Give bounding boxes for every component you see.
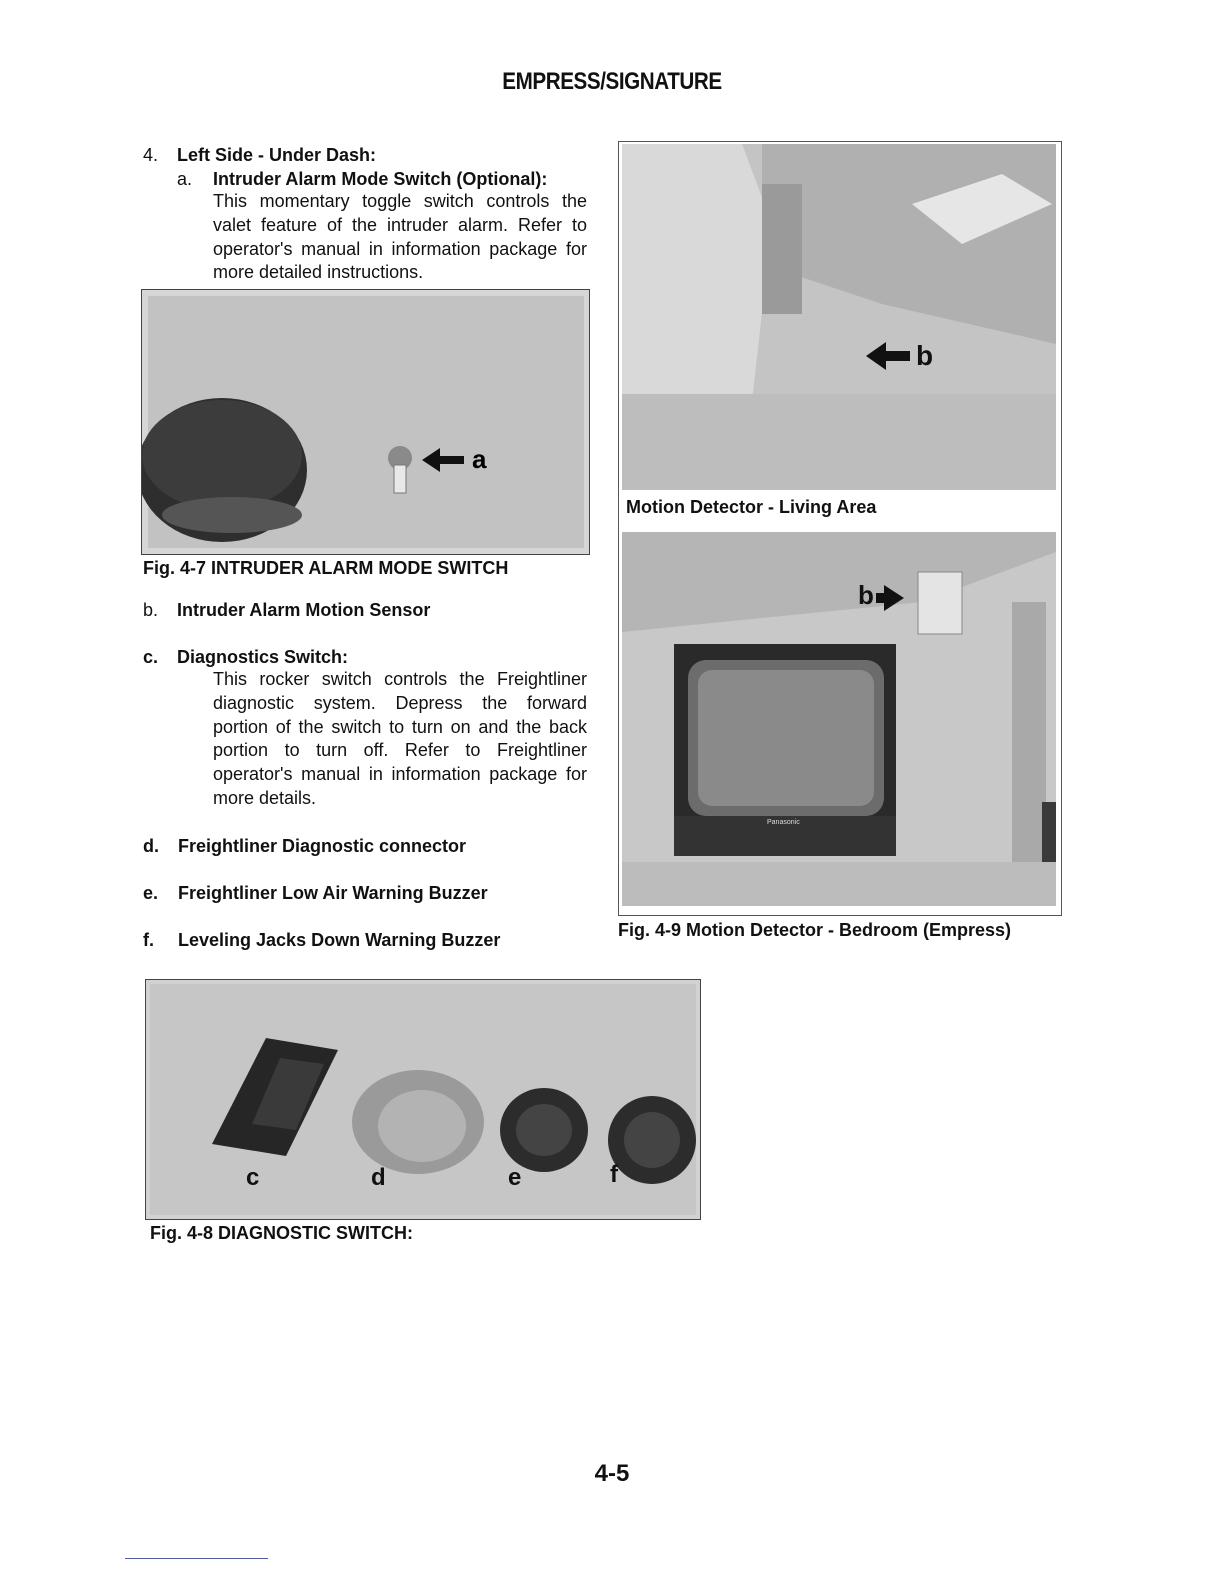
motion-sensor-icon bbox=[918, 572, 962, 634]
figure-4-8-caption: Fig. 4-8 DIAGNOSTIC SWITCH: bbox=[150, 1223, 413, 1243]
television-icon bbox=[674, 644, 896, 856]
section-number: 4. bbox=[143, 145, 159, 165]
item-f-title: Leveling Jacks Down Warning Buzzer bbox=[178, 930, 501, 950]
figure-4-8-photo bbox=[145, 979, 701, 1220]
buzzer-icon bbox=[608, 1096, 696, 1184]
callout-f: f bbox=[610, 1161, 618, 1188]
figure-4-7-caption: Fig. 4-7 INTRUDER ALARM MODE SWITCH bbox=[143, 558, 509, 578]
item-a-title: Intruder Alarm Mode Switch (Optional): bbox=[213, 169, 548, 189]
item-e-title: Freightliner Low Air Warning Buzzer bbox=[178, 883, 488, 903]
item-a-description: This momentary toggle switch controls the valet feature of the intruder alarm. Refer to operator's manual in information package for more detailed instructions. bbox=[213, 191, 587, 283]
page-number: 4-5 bbox=[594, 1460, 630, 1487]
item-c-title: Diagnostics Switch: bbox=[177, 647, 349, 667]
callout-b-living: b bbox=[916, 340, 934, 371]
figure-4-7-photo bbox=[141, 289, 590, 555]
item-a-number: a. bbox=[177, 169, 193, 189]
footer-rule bbox=[125, 1558, 268, 1559]
buzzer-icon bbox=[500, 1088, 588, 1172]
item-e-number: e. bbox=[143, 883, 159, 903]
item-c-number: c. bbox=[143, 647, 159, 667]
item-f-number: f. bbox=[143, 930, 154, 950]
figure-4-9-caption: Fig. 4-9 Motion Detector - Bedroom (Empress) bbox=[618, 920, 1012, 940]
living-area-photo bbox=[622, 144, 1056, 490]
item-b-title: Intruder Alarm Motion Sensor bbox=[177, 600, 431, 620]
callout-b-bedroom: b bbox=[858, 580, 874, 610]
callout-d: d bbox=[371, 1164, 386, 1191]
diagnostic-connector-icon bbox=[352, 1070, 484, 1174]
callout-a: a bbox=[472, 444, 487, 474]
item-d-number: d. bbox=[143, 836, 159, 856]
item-d-title: Freightliner Diagnostic connector bbox=[178, 836, 467, 856]
section-title: Left Side - Under Dash: bbox=[177, 145, 377, 165]
tv-brand: Panasonic bbox=[767, 819, 800, 826]
item-c-description: This rocker switch controls the Freightliner diagnostic system. Depress the forward portion of the switch to turn on and the back portion to turn off. Refer to Freightliner operator's manual in information package for more details. bbox=[213, 669, 587, 808]
figure-4-9-photo bbox=[622, 532, 1056, 906]
page-header: EMPRESS/SIGNATURE bbox=[502, 68, 722, 95]
callout-e: e bbox=[508, 1164, 522, 1191]
item-b-number: b. bbox=[143, 600, 159, 620]
living-area-caption: Motion Detector - Living Area bbox=[626, 497, 877, 517]
callout-c: c bbox=[246, 1164, 260, 1191]
